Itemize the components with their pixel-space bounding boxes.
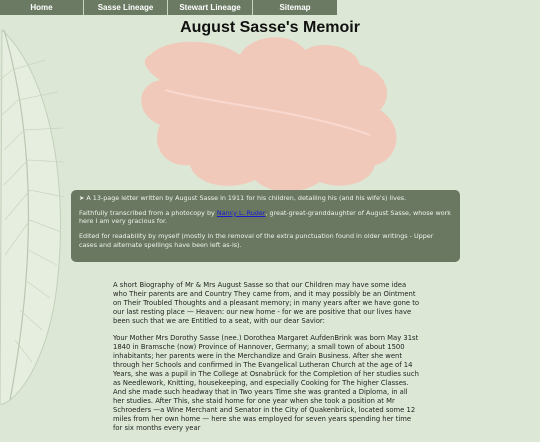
memoir-paragraph: A short Biography of Mr & Mrs August Sasse so that our Children may have some idea who Their parents are and Country They came from, and it may possibly be an Ointment on Their Troubled Thoughts and a pleasant memory; in many years after we have gone to our last resting place — Heaven: our new home - for we are positive that our lives have been such that we are Entitled to a seat, with our dear Savior:: [113, 281, 420, 326]
memoir-text: [113, 281, 421, 442]
nav-sitemap[interactable]: Sitemap: [279, 3, 311, 12]
intro-credit-text-end: , great-great-granddaughter of August Sasse, whose work here I am very gracious for.: [79, 208, 451, 226]
memoir-paragraph: Your Mother Mrs Dorothy Sasse (nee.) Dorothea Margaret AufdenBrink was born May 31st 1840 in Bramsche (now) Province of Hannover, Germany; a small town of about 1500 inhabitants; her parents were in the Merchandize and Grain Business. After she went through her Schools and confirmed in The Evangelical Lutheran Church at the age of 14 Years, she was a pupil in The College at Osnabrück for the Completion of her studies such as Needlework, Knitting, housekeeping, and especially Cooking for The higher Classes. And she made such headway that in Two years Time she was granted a Diploma, in all her studies. After This, she staid home for one year when she took a position at Mr Schroeders —a Wine Merchant and Senator in the City of Quakenbrück, located some 12 miles from her own home — here she was employed for seven years spending her time for six months every year: [113, 334, 419, 433]
top-nav: [0, 0, 337, 15]
intro-box: [71, 190, 460, 262]
nav-home[interactable]: Home: [30, 3, 53, 12]
arrow-bullet-icon: ➤: [79, 194, 85, 202]
intro-summary: A 13-page letter written by August Sasse in 1911 for his children, detailing his (and his wife's) lives.: [86, 194, 407, 202]
intro-line-2: [79, 209, 452, 226]
nav-sasse-lineage[interactable]: Sasse Lineage: [97, 3, 154, 12]
transcriber-link[interactable]: Nancy L. Ruder: [216, 208, 266, 217]
intro-line-1: [79, 194, 452, 203]
intro-line-3: Edited for readability by myself (mostly in the removal of the extra punctuation found in older writings - Upper cases and alternate spellings have been left as-is).: [79, 231, 434, 249]
nav-stewart-lineage[interactable]: Stewart Lineage: [179, 3, 241, 12]
intro-credit-text: Faithfully transcribed from a photocopy by: [79, 208, 217, 217]
page-title: August Sasse's Memoir: [180, 19, 360, 36]
